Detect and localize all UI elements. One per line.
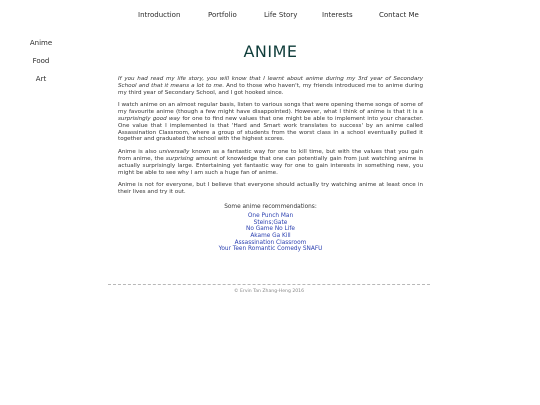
rec-link-assassination-classroom[interactable]: Assassination Classroom <box>234 239 307 246</box>
nav-introduction[interactable]: Introduction <box>138 11 181 19</box>
paragraph-time-italic-2: surprising <box>165 155 194 162</box>
nav-life-story[interactable]: Life Story <box>264 11 298 19</box>
side-nav-anime[interactable]: Anime <box>29 39 53 47</box>
paragraph-values-italic: surprisingly good way <box>118 115 181 122</box>
rec-link-snafu[interactable]: Your Teen Romantic Comedy SNAFU <box>218 246 323 253</box>
paragraph-intro-italic: If you had read my life story, you will know that I learnt about anime during my 3rd year of Secondary School and that it means a lot to me. <box>118 76 423 89</box>
rec-link-steins-gate[interactable]: Steins;Gate <box>253 219 288 226</box>
top-navigation <box>0 10 540 22</box>
paragraph-values <box>118 102 423 143</box>
paragraph-values-b: for one to find new values that one might be able to implement into your character. One value that I implemented is that 'Hard and Smart work translates to success' by an anime called Assassination Classroom, where a group of students from the worst class in a school eventually pulled it together and graduated the school with the highest scores. <box>118 115 423 143</box>
list-item <box>118 213 423 220</box>
paragraph-intro <box>118 76 423 96</box>
nav-contact-me[interactable]: Contact Me <box>379 11 419 19</box>
rec-link-one-punch-man[interactable]: One Punch Man <box>247 212 294 219</box>
rec-link-no-game-no-life[interactable]: No Game No Life <box>246 226 295 233</box>
list-item <box>118 220 423 227</box>
paragraph-time <box>118 149 423 176</box>
side-nav-art[interactable]: Art <box>35 75 47 83</box>
paragraph-intro-rest: And to those who haven't, my friends introduced me to anime during my third year of Secondary School, and I got hooked since. <box>118 82 423 96</box>
main-content <box>118 40 423 253</box>
footer-copyright: © Ervin Tan Zhang-Heng 2016 <box>233 289 305 294</box>
side-navigation <box>0 37 82 91</box>
list-item <box>118 233 423 240</box>
list-item <box>118 240 423 247</box>
list-item <box>118 246 423 253</box>
list-item <box>118 226 423 233</box>
recommendations-list <box>118 213 423 253</box>
footer-divider <box>108 284 430 285</box>
paragraph-time-b: known as a fantastic way for one to kill time, but with the values that you gain from anime, the <box>118 149 423 162</box>
paragraph-time-a: Anime is also <box>118 149 159 156</box>
nav-interests[interactable]: Interests <box>322 11 353 19</box>
side-nav-food[interactable]: Food <box>32 57 50 65</box>
paragraph-values-a: I watch anime on an almost regular basis, listen to various songs that were opening theme songs of some of my favourite anime (though a few might have disappointed). However, what I think of anime is that it is a <box>118 102 423 116</box>
page-title: ANIME <box>243 42 298 61</box>
paragraph-conclusion: Anime is not for everyone, but I believe that everyone should actually try watching anime at least once in their lives and try it out. <box>118 182 423 196</box>
paragraph-time-c: amount of knowledge that one can potentially gain from just watching anime is actually surprisingly large. Entertaining yet fantastic way for one to gain interests in something new, you might be able to see why I am such a huge fan of anime. <box>118 155 423 176</box>
recommendations-title: Some anime recommendations: <box>224 203 317 210</box>
nav-portfolio[interactable]: Portfolio <box>208 11 237 19</box>
rec-link-akame-ga-kill[interactable]: Akame Ga Kill <box>250 233 291 240</box>
paragraph-time-italic-1: universally <box>158 149 190 156</box>
